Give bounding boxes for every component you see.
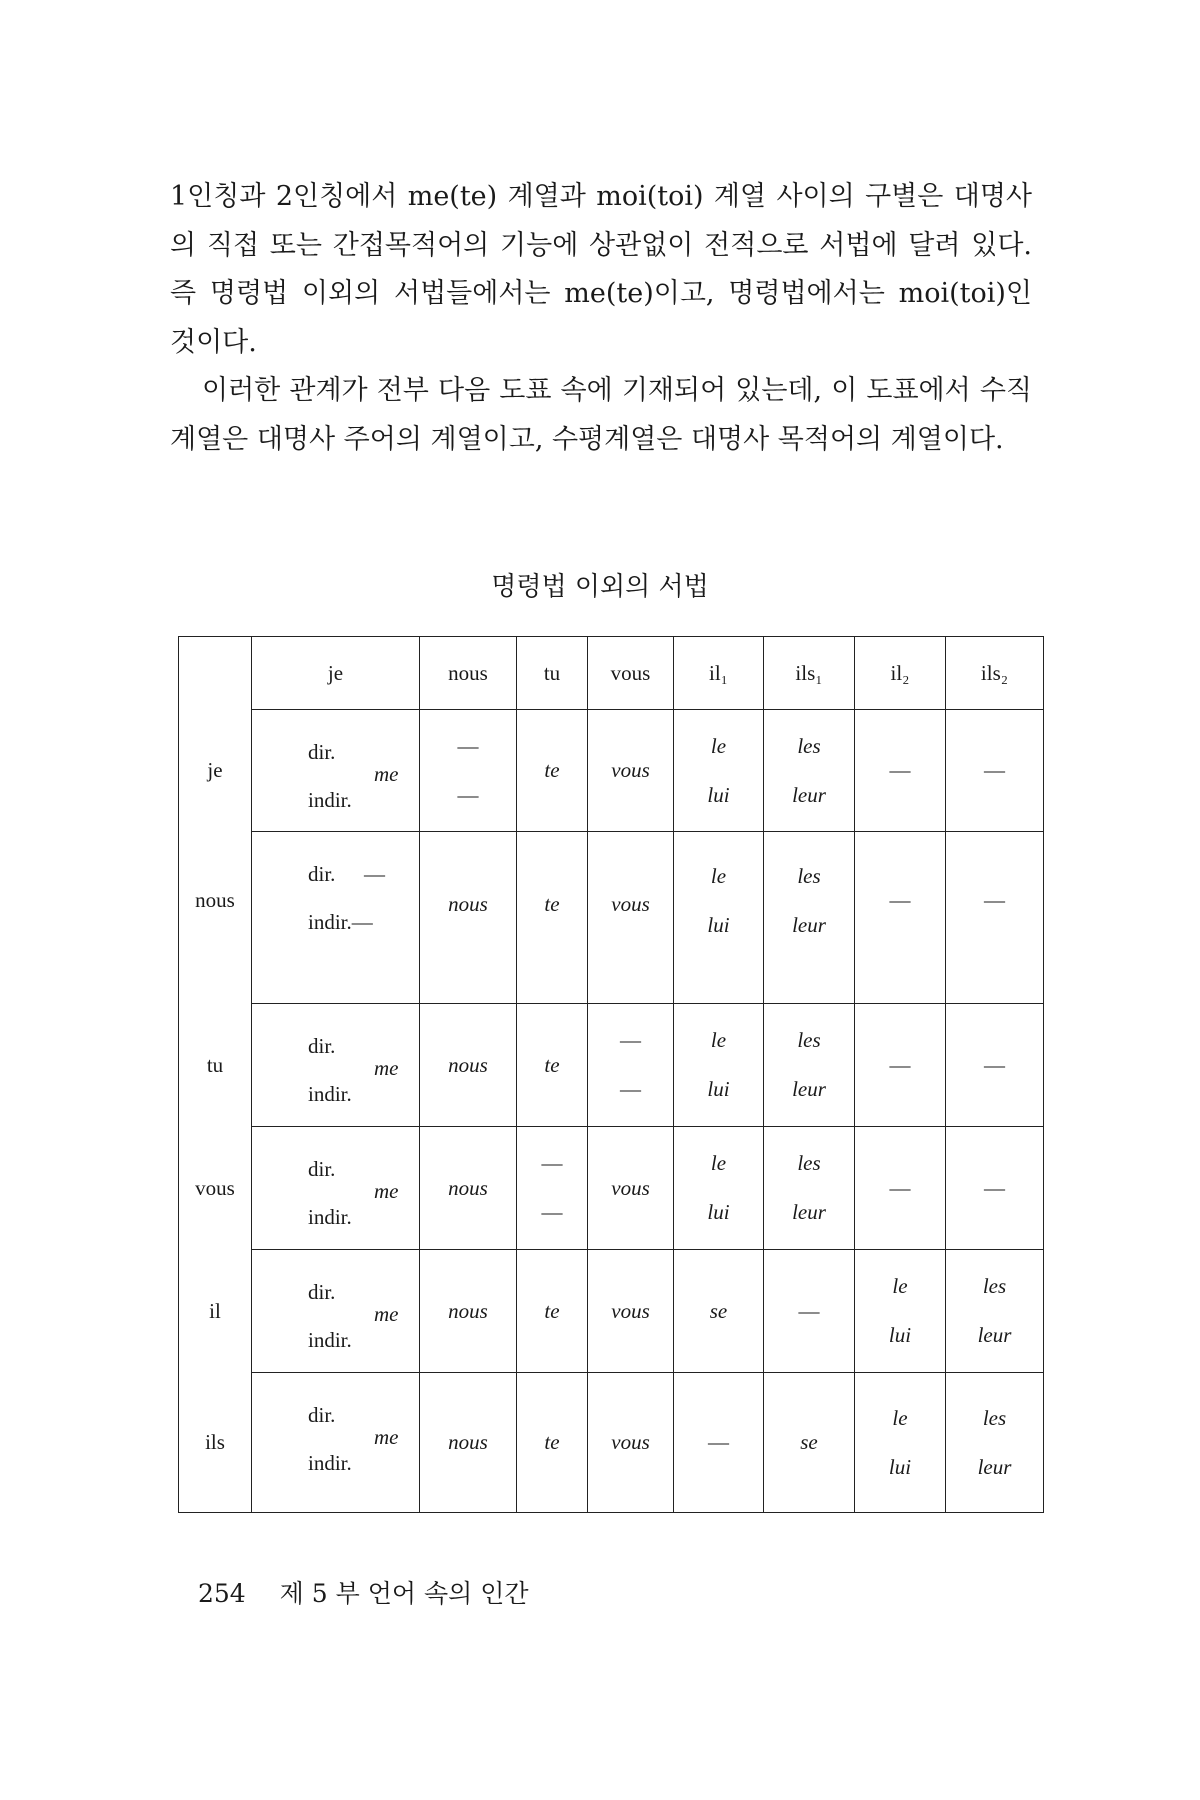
table-row bbox=[179, 1004, 1044, 1127]
cell-ils-nous: nous bbox=[420, 1373, 517, 1513]
table-row bbox=[179, 1250, 1044, 1373]
cell-ils-ils1: se bbox=[764, 1373, 855, 1513]
cell-value: leur bbox=[792, 1077, 826, 1101]
cell-ils-vous: vous bbox=[588, 1373, 674, 1513]
page-number: 254 bbox=[198, 1579, 246, 1608]
table-title: 명령법 이외의 서법 bbox=[491, 572, 709, 602]
cell-value: les bbox=[982, 1274, 1007, 1298]
label-dir: dir. bbox=[308, 1157, 336, 1181]
cell-vous-il2: — bbox=[855, 1127, 946, 1250]
cell-ils-ils2 bbox=[946, 1373, 1044, 1513]
cell-value: — bbox=[364, 862, 385, 886]
cell-tu-tu: te bbox=[517, 1004, 588, 1127]
label-indir: indir.— bbox=[308, 910, 373, 934]
cell-ils-tu: te bbox=[517, 1373, 588, 1513]
cell-vous-ils2: — bbox=[946, 1127, 1044, 1250]
cell-vous-ils1 bbox=[764, 1127, 855, 1250]
cell-il-vous: vous bbox=[588, 1250, 674, 1373]
cell-value: — bbox=[541, 1200, 563, 1224]
cell-je-ils2: — bbox=[946, 710, 1044, 832]
cell-tu-ils1 bbox=[764, 1004, 855, 1127]
table-row bbox=[179, 710, 1044, 832]
cell-il-ils2 bbox=[946, 1250, 1044, 1373]
col-header-vous: vous bbox=[588, 637, 674, 710]
cell-tu-nous: nous bbox=[420, 1004, 517, 1127]
cell-value: les bbox=[797, 1028, 821, 1052]
cell-vous-je bbox=[252, 1127, 420, 1250]
cell-value: lui bbox=[888, 1454, 912, 1479]
cell-nous-ils2: — bbox=[946, 832, 1044, 1004]
cell-value: lui bbox=[888, 1323, 912, 1347]
cell-nous-il1 bbox=[674, 832, 764, 1004]
corner-cell bbox=[179, 637, 252, 710]
col-header-ils1: ils₁ bbox=[764, 637, 855, 710]
cell-nous-ils1 bbox=[764, 832, 855, 1004]
cell-value: leur bbox=[977, 1323, 1012, 1347]
cell-vous-vous: vous bbox=[588, 1127, 674, 1250]
cell-nous-vous: vous bbox=[588, 832, 674, 1004]
label-dir: dir. bbox=[308, 1034, 336, 1058]
cell-value: — bbox=[457, 733, 479, 758]
cell-il-il1: se bbox=[674, 1250, 764, 1373]
row-header-nous: nous bbox=[179, 832, 252, 1004]
col-header-je: je bbox=[252, 637, 420, 710]
cell-tu-ils2: — bbox=[946, 1004, 1044, 1127]
label-indir: indir. bbox=[308, 1328, 352, 1352]
col-header-ils2: ils₂ bbox=[946, 637, 1044, 710]
table-row bbox=[179, 832, 1044, 1004]
row-header-vous: vous bbox=[179, 1127, 252, 1250]
cell-je-tu: te bbox=[517, 710, 588, 832]
section-title: 제 5 부 언어 속의 인간 bbox=[279, 1579, 529, 1608]
cell-value: lui bbox=[707, 913, 730, 937]
cell-value: me bbox=[374, 1302, 399, 1326]
row-header-il: il bbox=[179, 1250, 252, 1373]
row-header-ils: ils bbox=[179, 1373, 252, 1513]
cell-value: lui bbox=[707, 782, 730, 807]
cell-value: les bbox=[797, 1151, 821, 1175]
cell-nous-tu: te bbox=[517, 832, 588, 1004]
cell-il-ils1: — bbox=[764, 1250, 855, 1373]
cell-value: leur bbox=[792, 913, 826, 937]
cell-nous-nous: nous bbox=[420, 832, 517, 1004]
label-dir: dir. bbox=[308, 1280, 336, 1304]
cell-tu-il1 bbox=[674, 1004, 764, 1127]
cell-tu-vous bbox=[588, 1004, 674, 1127]
cell-value: le bbox=[892, 1405, 908, 1430]
row-header-tu: tu bbox=[179, 1004, 252, 1127]
table-row bbox=[179, 1373, 1044, 1513]
cell-vous-il1 bbox=[674, 1127, 764, 1250]
col-header-tu: tu bbox=[517, 637, 588, 710]
label-indir: indir. bbox=[308, 1082, 352, 1106]
cell-value: — bbox=[457, 782, 479, 807]
pronoun-table bbox=[178, 636, 1044, 1513]
table-row bbox=[179, 1127, 1044, 1250]
row-header-je: je bbox=[179, 710, 252, 832]
cell-ils-il1: — bbox=[674, 1373, 764, 1513]
cell-value: leur bbox=[792, 1200, 826, 1224]
cell-value: lui bbox=[707, 1200, 730, 1224]
cell-value: me bbox=[374, 1179, 399, 1203]
page-footer bbox=[198, 1574, 529, 1610]
cell-value: leur bbox=[792, 782, 826, 807]
cell-il-il2 bbox=[855, 1250, 946, 1373]
col-header-il2: il₂ bbox=[855, 637, 946, 710]
cell-value: les bbox=[797, 733, 821, 758]
cell-je-vous: vous bbox=[588, 710, 674, 832]
cell-value: me bbox=[374, 1425, 399, 1449]
label-dir: dir. bbox=[308, 740, 336, 764]
cell-je-il2: — bbox=[855, 710, 946, 832]
label-dir: dir. bbox=[308, 1403, 336, 1427]
cell-value: me bbox=[374, 1056, 399, 1080]
cell-value: — bbox=[620, 1028, 641, 1052]
cell-value: le bbox=[710, 1151, 727, 1175]
paragraph-2: 이러한 관계가 전부 다음 도표 속에 기재되어 있는데, 이 도표에서 수직계열은 대명사 주어의 계열이고, 수평계열은 대명사 목적어의 계열이다. bbox=[170, 375, 1032, 455]
cell-value: les bbox=[797, 864, 821, 888]
cell-value: le bbox=[710, 864, 727, 888]
label-indir: indir. bbox=[308, 1451, 352, 1475]
cell-ils-il2 bbox=[855, 1373, 946, 1513]
col-header-nous: nous bbox=[420, 637, 517, 710]
label-indir: indir. bbox=[308, 788, 352, 812]
cell-vous-nous: nous bbox=[420, 1127, 517, 1250]
cell-value: me bbox=[374, 762, 399, 786]
cell-value: le bbox=[892, 1274, 908, 1298]
cell-je-ils1 bbox=[764, 710, 855, 832]
cell-je-il1 bbox=[674, 710, 764, 832]
cell-value: le bbox=[710, 1028, 727, 1052]
cell-value: leur bbox=[977, 1454, 1012, 1479]
col-header-il1: il₁ bbox=[674, 637, 764, 710]
label-dir: dir. bbox=[308, 862, 336, 886]
cell-je-nous bbox=[420, 710, 517, 832]
cell-nous-je bbox=[252, 832, 420, 1004]
label-indir: indir. bbox=[308, 1205, 352, 1229]
cell-ils-je bbox=[252, 1373, 420, 1513]
cell-value: — bbox=[620, 1077, 641, 1101]
cell-il-nous: nous bbox=[420, 1250, 517, 1373]
cell-tu-je bbox=[252, 1004, 420, 1127]
cell-value: les bbox=[982, 1405, 1007, 1430]
cell-nous-il2: — bbox=[855, 832, 946, 1004]
cell-je-je bbox=[252, 710, 420, 832]
cell-value: le bbox=[710, 733, 727, 758]
cell-value: — bbox=[541, 1151, 563, 1175]
cell-tu-il2: — bbox=[855, 1004, 946, 1127]
cell-il-tu: te bbox=[517, 1250, 588, 1373]
cell-vous-tu bbox=[517, 1127, 588, 1250]
cell-value: lui bbox=[707, 1077, 730, 1101]
paragraph-1: 1인칭과 2인칭에서 me(te) 계열과 moi(toi) 계열 사이의 구별은 대명사의 직접 또는 간접목적어의 기능에 상관없이 전적으로 서법에 달려 있다. 즉 명령법 이외의 서법들에서는 me(te)이고, 명령법에서는 moi(toi)인 것이다. bbox=[170, 181, 1032, 358]
cell-il-je bbox=[252, 1250, 420, 1373]
